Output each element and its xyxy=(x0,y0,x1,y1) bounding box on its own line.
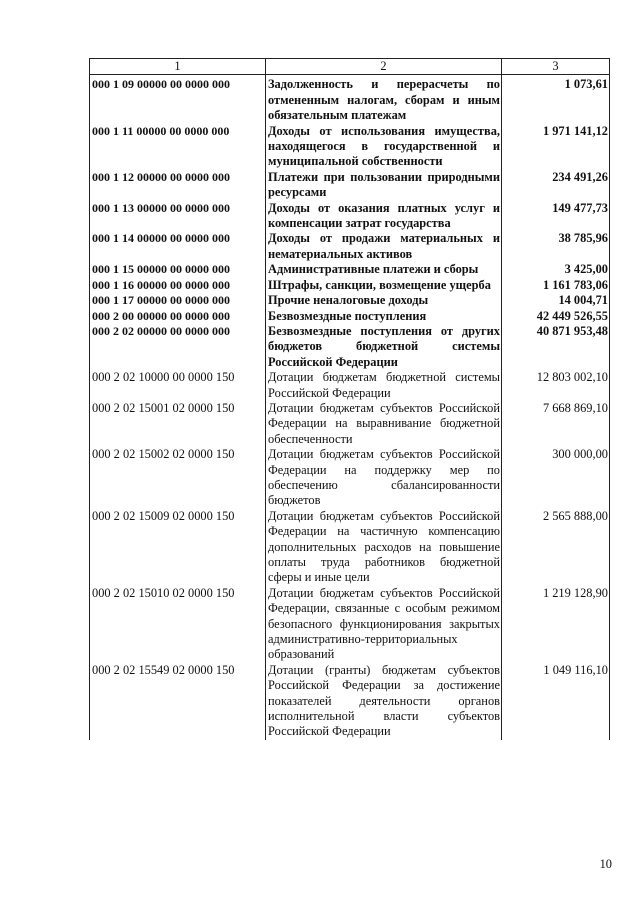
column-number-2: 2 xyxy=(266,59,502,75)
budget-code-cell: 000 1 16 00000 00 0000 000 xyxy=(90,278,266,293)
amount-cell: 3 425,00 xyxy=(502,262,610,277)
amount-cell: 1 049 116,10 xyxy=(502,663,610,740)
column-number-1: 1 xyxy=(90,59,266,75)
revenue-name-cell: Штрафы, санкции, возмещение ущерба xyxy=(266,278,502,293)
budget-code-cell: 000 2 02 15002 02 0000 150 xyxy=(90,447,266,509)
amount-cell: 1 161 783,06 xyxy=(502,278,610,293)
budget-code-cell: 000 2 02 15549 02 0000 150 xyxy=(90,663,266,740)
table-row xyxy=(90,447,610,509)
table-row xyxy=(90,278,610,293)
revenue-name-cell: Дотации бюджетам субъектов Российской Федерации на выравнивание бюджетной обеспеченности xyxy=(266,401,502,447)
table-row xyxy=(90,262,610,277)
amount-cell: 14 004,71 xyxy=(502,293,610,308)
revenue-name-cell: Доходы от использования имущества, находящегося в государственной и муниципальной собственности xyxy=(266,124,502,170)
table-row xyxy=(90,293,610,308)
revenue-name-cell: Дотации бюджетам бюджетной системы Российской Федерации xyxy=(266,370,502,401)
revenue-name-cell: Безвозмездные поступления xyxy=(266,309,502,324)
budget-code-cell: 000 1 14 00000 00 0000 000 xyxy=(90,231,266,262)
column-number-row xyxy=(90,59,610,75)
amount-cell: 7 668 869,10 xyxy=(502,401,610,447)
budget-code-cell: 000 1 17 00000 00 0000 000 xyxy=(90,293,266,308)
budget-code-cell: 000 1 11 00000 00 0000 000 xyxy=(90,124,266,170)
budget-code-cell: 000 2 02 10000 00 0000 150 xyxy=(90,370,266,401)
table-row xyxy=(90,324,610,370)
table-row xyxy=(90,231,610,262)
page-number: 10 xyxy=(599,857,612,871)
budget-code-cell: 000 2 02 15009 02 0000 150 xyxy=(90,509,266,586)
table-row xyxy=(90,370,610,401)
amount-cell: 300 000,00 xyxy=(502,447,610,509)
amount-cell: 42 449 526,55 xyxy=(502,309,610,324)
revenue-name-cell: Дотации бюджетам субъектов Российской Федерации на частичную компенсацию дополнительных расходов на повышение оплаты труда работников бюджетной сферы и иные цели xyxy=(266,509,502,586)
budget-code-cell: 000 2 02 15010 02 0000 150 xyxy=(90,586,266,663)
budget-code-cell: 000 2 00 00000 00 0000 000 xyxy=(90,309,266,324)
revenue-name-cell: Административные платежи и сборы xyxy=(266,262,502,277)
revenue-name-cell: Дотации (гранты) бюджетам субъектов Российской Федерации за достижение показателей деятельности органов исполнительной власти субъектов Российской Федерации xyxy=(266,663,502,740)
revenue-name-cell: Доходы от продажи материальных и нематериальных активов xyxy=(266,231,502,262)
budget-code-cell: 000 1 09 00000 00 0000 000 xyxy=(90,77,266,123)
budget-code-cell: 000 2 02 15001 02 0000 150 xyxy=(90,401,266,447)
amount-cell: 38 785,96 xyxy=(502,231,610,262)
table-row xyxy=(90,663,610,740)
revenue-name-cell: Дотации бюджетам субъектов Российской Федерации, связанные с особым режимом безопасного функционирования закрытых административно-территориальных образований xyxy=(266,586,502,663)
table-row xyxy=(90,77,610,123)
amount-cell: 1 219 128,90 xyxy=(502,586,610,663)
amount-cell: 40 871 953,48 xyxy=(502,324,610,370)
budget-code-cell: 000 2 02 00000 00 0000 000 xyxy=(90,324,266,370)
revenue-name-cell: Платежи при пользовании природными ресурсами xyxy=(266,170,502,201)
revenue-name-cell: Задолженность и перерасчеты по отмененным налогам, сборам и иным обязательным платежам xyxy=(266,77,502,123)
table-row xyxy=(90,509,610,586)
table-row xyxy=(90,201,610,232)
budget-code-cell: 000 1 13 00000 00 0000 000 xyxy=(90,201,266,232)
amount-cell: 12 803 002,10 xyxy=(502,370,610,401)
amount-cell: 1 971 141,12 xyxy=(502,124,610,170)
amount-cell: 2 565 888,00 xyxy=(502,509,610,586)
table-row xyxy=(90,586,610,663)
table-row xyxy=(90,401,610,447)
revenue-name-cell: Доходы от оказания платных услуг и компенсации затрат государства xyxy=(266,201,502,232)
table-row xyxy=(90,170,610,201)
revenue-name-cell: Дотации бюджетам субъектов Российской Федерации на поддержку мер по обеспечению сбалансированности бюджетов xyxy=(266,447,502,509)
revenue-table xyxy=(89,58,610,740)
table-row xyxy=(90,124,610,170)
amount-cell: 149 477,73 xyxy=(502,201,610,232)
amount-cell: 234 491,26 xyxy=(502,170,610,201)
budget-code-cell: 000 1 12 00000 00 0000 000 xyxy=(90,170,266,201)
revenue-name-cell: Безвозмездные поступления от других бюджетов бюджетной системы Российской Федерации xyxy=(266,324,502,370)
revenue-name-cell: Прочие неналоговые доходы xyxy=(266,293,502,308)
table-body xyxy=(90,77,610,739)
budget-code-cell: 000 1 15 00000 00 0000 000 xyxy=(90,262,266,277)
amount-cell: 1 073,61 xyxy=(502,77,610,123)
table-row xyxy=(90,309,610,324)
column-number-3: 3 xyxy=(502,59,610,75)
